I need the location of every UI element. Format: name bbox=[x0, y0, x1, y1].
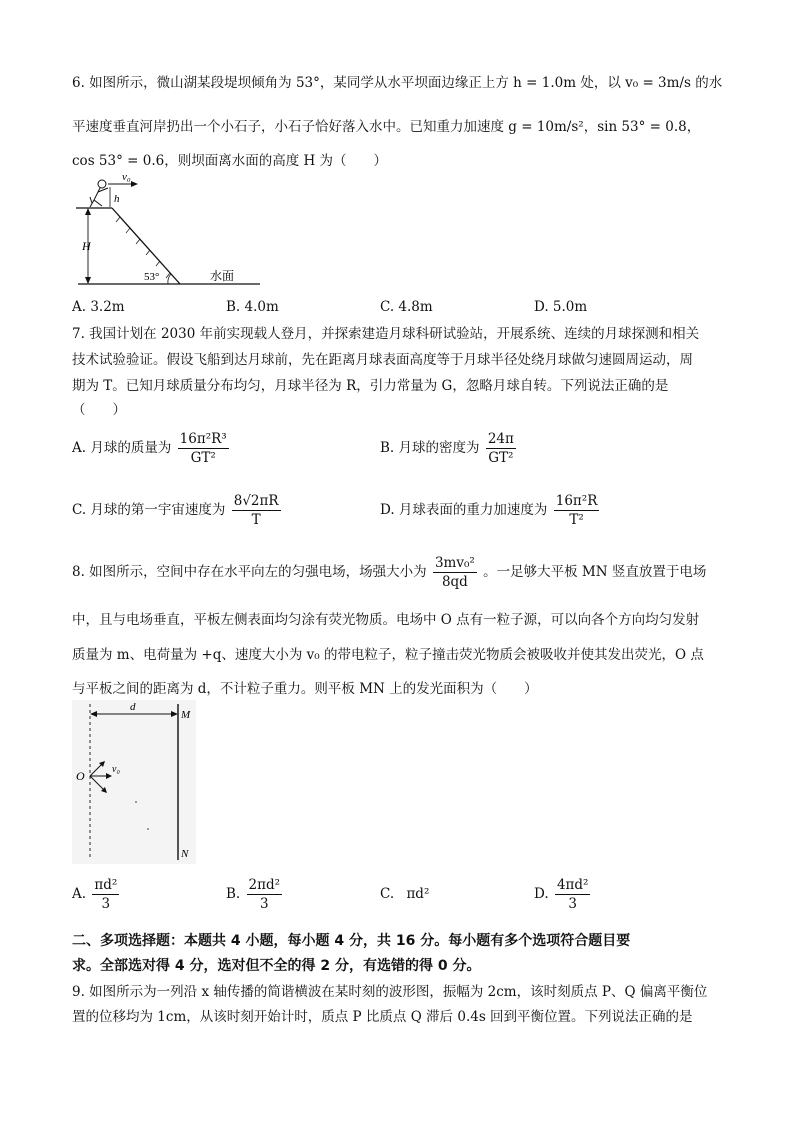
section2-line-2: 求。全部选对得 4 分，选对但不全的得 2 分，有选错的得 0 分。 bbox=[72, 958, 481, 974]
q8-line-3: 质量为 m、电荷量为 +q、速度大小为 v₀ 的带电粒子，粒子撞击荧光物质会被吸收并使其发出荧光，O 点 bbox=[72, 647, 704, 663]
label-H: H bbox=[82, 239, 91, 253]
label-d: d bbox=[130, 701, 136, 713]
label-N: N bbox=[181, 848, 189, 860]
q6-line-1: 6. 如图所示，微山湖某段堤坝倾角为 53°，某同学从水平坝面边缘正上方 h = 1.0m 处，以 v₀ = 3m/s 的水 bbox=[72, 75, 723, 91]
q7-line-2: 技术试验验证。假设飞船到达月球前，先在距离月球表面高度等于月球半径处绕月球做匀速圆周运动，周 bbox=[72, 352, 693, 368]
q6-option-a: A. 3.2m bbox=[72, 299, 125, 315]
q8-option-a: A. $\frac{\text{πd²}}{3}$ bbox=[72, 877, 118, 912]
q6-dam-figure bbox=[72, 170, 262, 288]
q7-option-b: B. 月球的密度为 $\frac{24\pi}{\text{GT²}}$ bbox=[380, 431, 514, 466]
q8-line-4: 与平板之间的距离为 d，不计粒子重力。则平板 MN 上的发光面积为（ ） bbox=[72, 681, 538, 697]
section2-line-1: 二、多项选择题：本题共 4 小题，每小题 4 分，共 16 分。每小题有多个选项符合题目要 bbox=[72, 933, 631, 949]
q8-option-b: B. $\frac{\text{2πd²}}{3}$ bbox=[226, 877, 281, 912]
q8-line-1: 8. 如图所示，空间中存在水平向左的匀强电场，场强大小为 $\frac{\text{3mv₀²}}{8qd}$ 。一足够大平板 MN 竖直放置于电场 bbox=[72, 555, 707, 590]
q6-line-3: cos 53° = 0.6，则坝面离水面的高度 H 为（ ） bbox=[72, 153, 388, 169]
q6-option-b: B. 4.0m bbox=[226, 299, 279, 315]
q8-option-c: C. πd² bbox=[380, 886, 430, 902]
label-h: h bbox=[114, 193, 120, 205]
q7-line-3: 期为 T。已知月球质量分布均匀，月球半径为 R，引力常量为 G，忽略月球自转。下列说法正确的是 bbox=[72, 378, 669, 394]
label-M: M bbox=[181, 709, 191, 721]
label-O: O bbox=[76, 769, 85, 783]
q9-line-1: 9. 如图所示为一列沿 x 轴传播的简谐横波在某时刻的波形图，振幅为 2cm，该时刻质点 P、Q 偏离平衡位 bbox=[72, 984, 708, 1000]
q6-option-d: D. 5.0m bbox=[534, 299, 588, 315]
q9-line-2: 置的位移均为 1cm，从该时刻开始计时，质点 P 比质点 Q 滞后 0.4s 回到平衡位置。下列说法正确的是 bbox=[72, 1009, 693, 1025]
q7-option-a: A. 月球的质量为 $\frac{\text{16π²R³}}{\text{GT²}}$ bbox=[72, 431, 227, 466]
q8-field-figure bbox=[72, 700, 196, 864]
q6-option-c: C. 4.8m bbox=[380, 299, 433, 315]
q7-option-c: C. 月球的第一宇宙速度为 $\frac{8√2\pi R}{T}$ bbox=[72, 493, 279, 528]
q7-line-4: （ ） bbox=[72, 402, 126, 418]
label-v0: v₀ bbox=[122, 171, 131, 183]
label-v0-q8: v₀ bbox=[112, 764, 120, 775]
q7-option-d: D. 月球表面的重力加速度为 $\frac{\text{16π²R}}{\text{T²}}$ bbox=[380, 493, 598, 528]
q8-option-d: D. $\frac{\text{4πd²}}{3}$ bbox=[534, 877, 589, 912]
q7-line-1: 7. 我国计划在 2030 年前实现载人登月，并探索建造月球科研试验站，开展系统、连续的月球探测和相关 bbox=[72, 326, 700, 342]
label-water: 水面 bbox=[210, 269, 235, 283]
q6-line-2: 平速度垂直河岸扔出一个小石子，小石子恰好落入水中。已知重力加速度 g = 10m/s²，sin 53° = 0.8， bbox=[72, 119, 701, 135]
label-angle: 53° bbox=[144, 271, 160, 283]
q8-line-2: 中，且与电场垂直，平板左侧表面均匀涂有荧光物质。电场中 O 点有一粒子源，可以向各个方向均匀发射 bbox=[72, 612, 700, 628]
